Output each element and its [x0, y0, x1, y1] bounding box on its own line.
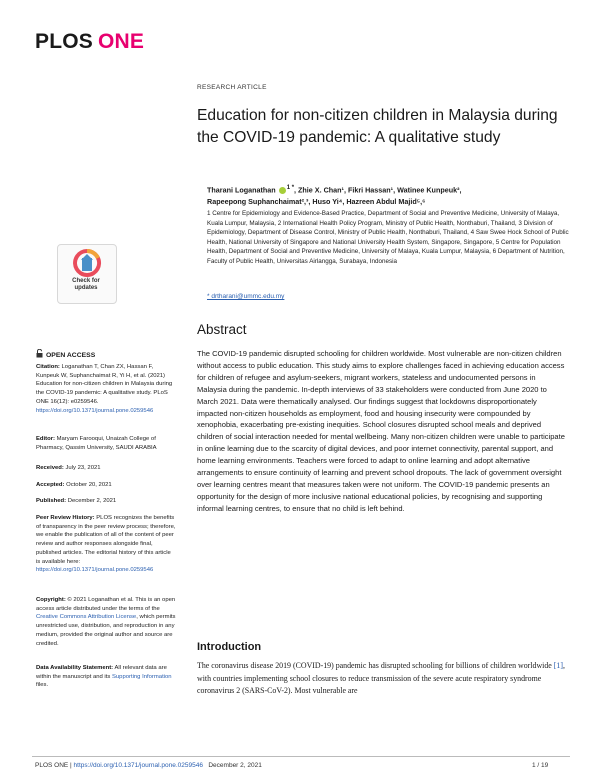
published-date: December 2, 2021 — [67, 498, 117, 504]
data-availability-label: Data Availability Statement: — [36, 665, 114, 671]
page-footer — [35, 762, 262, 769]
peer-review-doi-link[interactable]: https://doi.org/10.1371/journal.pone.0259546 — [36, 567, 154, 574]
editor-block — [36, 435, 176, 452]
citation-doi-link[interactable]: https://doi.org/10.1371/journal.pone.0259546 — [36, 407, 154, 414]
orcid-icon[interactable] — [279, 187, 286, 194]
footer-journal: PLOS ONE — [35, 762, 69, 769]
copyright-block — [36, 596, 176, 648]
abstract-text: The COVID-19 pandemic disrupted schooling for children worldwide. Most vulnerable are non-citizen children without access to public education. This study aims to explore challenges faced in achieving education access for children of refugee and asylum-seekers, migrant workers, stateless and undocumented persons in Malaysia during the pandemic. In-depth interviews of 33 stakeholders were conducted from June 2020 to March 2021. Data were thematically analysed. Our findings suggest that lockdowns disproportionately impacted non-citizen households as employment, food and housing insecurity were compounded by xenophobia, exacerbating pre-existing inequities. School closures disrupted school meals and deprived children of social interaction needed for mental wellbeing. Many non-citizen children were unable to participate in online learning due to the scarcity of digital devices, and poor internet connectivity, parental support, and home learning environments. Teachers were forced to adapt to online learning and adopt alternative arrangements to ensure continuity of learning and prevent school dropouts. The lack of government oversight over learning centres meant that measures taken were not uniform. The COVID-19 pandemic presents an opportunity for the design of more inclusive national educational policies, by recognising and supporting informal learning centres, to ensure that no child is left behind. — [197, 349, 565, 513]
introduction-text — [197, 660, 565, 698]
citation-block — [36, 363, 176, 415]
received-date: July 23, 2021 — [65, 465, 101, 471]
footer-date: December 2, 2021 — [208, 762, 262, 769]
introduction-heading: Introduction — [197, 641, 262, 653]
received-block — [36, 464, 176, 473]
open-access-label: OPEN ACCESS — [46, 352, 96, 359]
article-title: Education for non-citizen children in Malaysia during the COVID-19 pandemic: A qualitative study — [197, 107, 558, 146]
logo-one-text: ONE — [97, 30, 145, 53]
check-for-updates-badge[interactable] — [57, 244, 117, 304]
logo-plos-text: PLOS — [35, 30, 93, 53]
first-author-affiliation: 1 * — [286, 185, 295, 191]
editor-label: Editor: — [36, 436, 55, 442]
supporting-information-link[interactable]: Supporting Information — [111, 673, 172, 680]
footer-divider — [32, 756, 570, 757]
footer-doi-link[interactable]: https://doi.org/10.1371/journal.pone.0259546 — [73, 762, 203, 769]
author-list — [207, 183, 567, 207]
journal-logo[interactable] — [35, 30, 144, 54]
copyright-text-2: , which permits unrestricted use, distribution, and reproduction in any medium, provided the original author and source are credited. — [36, 614, 176, 647]
intro-text-1: The coronavirus disease 2019 (COVID-19) pandemic has disrupted schooling for billions of children worldwide — [197, 661, 554, 670]
peer-review-block — [36, 514, 176, 575]
check-for-updates-label: Check for updates — [72, 278, 100, 291]
citation-label: Citation: — [36, 364, 60, 370]
open-lock-icon — [36, 349, 43, 358]
page-number: 1 / 19 — [532, 762, 549, 769]
reference-link-1[interactable]: [1] — [553, 661, 563, 670]
corresponding-email-link[interactable]: * drtharani@ummc.edu.my — [207, 293, 285, 300]
accepted-label: Accepted: — [36, 482, 65, 488]
check-for-updates-icon — [58, 245, 116, 281]
creative-commons-link[interactable]: Creative Commons Attribution License — [36, 614, 137, 621]
citation-text: Loganathan T, Chan ZX, Hassan F, Kunpeuk W, Suphanchaimat R, Yi H, et al. (2021) Education for non-citizen children in Malaysia during the COVID-19 pandemic: A qualitative study. PLoS ONE 16(12): e0259546. — [36, 364, 173, 405]
accepted-block — [36, 481, 176, 490]
published-block — [36, 497, 176, 506]
data-availability-block — [36, 664, 176, 690]
article-type-label: RESEARCH ARTICLE — [197, 84, 267, 91]
published-label: Published: — [36, 498, 67, 504]
data-availability-text-1: All relevant data are within the manuscript and its — [36, 665, 167, 680]
peer-review-text: PLOS recognizes the benefits of transparency in the peer review process; therefore, we enable the publication of all of the content of peer review and author responses alongside final, published articles. The editorial history of this article is available here: — [36, 515, 176, 565]
abstract-heading: Abstract — [197, 322, 247, 337]
peer-review-label: Peer Review History: — [36, 515, 95, 521]
received-label: Received: — [36, 465, 64, 471]
affiliations: 1 Centre for Epidemiology and Evidence-Based Practice, Department of Social and Preventive Medicine, University of Malaya, Kuala Lumpur, Malaysia, 2 International Health Policy Program, Ministry of Public Health, Nonthaburi, Thailand, 3 Division of Epidemiology, Department of Disease Control, Ministry of Public Health, Nonthaburi, Thailand, 4 Saw Swee Hock School of Public Health, National University of Singapore and National University Health System, Singapore, Singapore, 5 Centre for Population Health, Department of Social and Preventive Medicine, University of Malaya, Kuala Lumpur, Malaysia, 6 Department of Nutrition, Faculty of Public Health, Universitas Airlangga, Surabaya, Indonesia — [207, 210, 569, 265]
intro-text-2: , with countries implementing school closures to reduce transmission of the severe acute respiratory syndrome coronavirus 2 (SARS-CoV-2). Most vulnerable are — [197, 661, 565, 696]
authors-line-2: Rapeepong Suphanchaimat²,³, Huso Yi⁴, Hazreen Abdul Majid⁵,⁶ — [207, 196, 426, 206]
copyright-text-1: © 2021 Loganathan et al. This is an open access article distributed under the terms of the — [36, 597, 176, 612]
authors-line-1-rest: , Zhie X. Chan¹, Fikri Hassan¹, Watinee Kunpeuk², — [294, 185, 462, 195]
data-availability-text-2: files. — [36, 682, 49, 689]
first-author-name[interactable]: Tharani Loganathan — [207, 185, 276, 195]
editor-text: Maryam Farooqui, Unaizah College of Pharmacy, Qassim University, SAUDI ARABIA — [36, 436, 157, 451]
accepted-date: October 20, 2021 — [66, 482, 112, 488]
copyright-label: Copyright: — [36, 597, 66, 603]
open-access-badge — [36, 349, 95, 359]
footer-separator: | — [68, 762, 74, 769]
